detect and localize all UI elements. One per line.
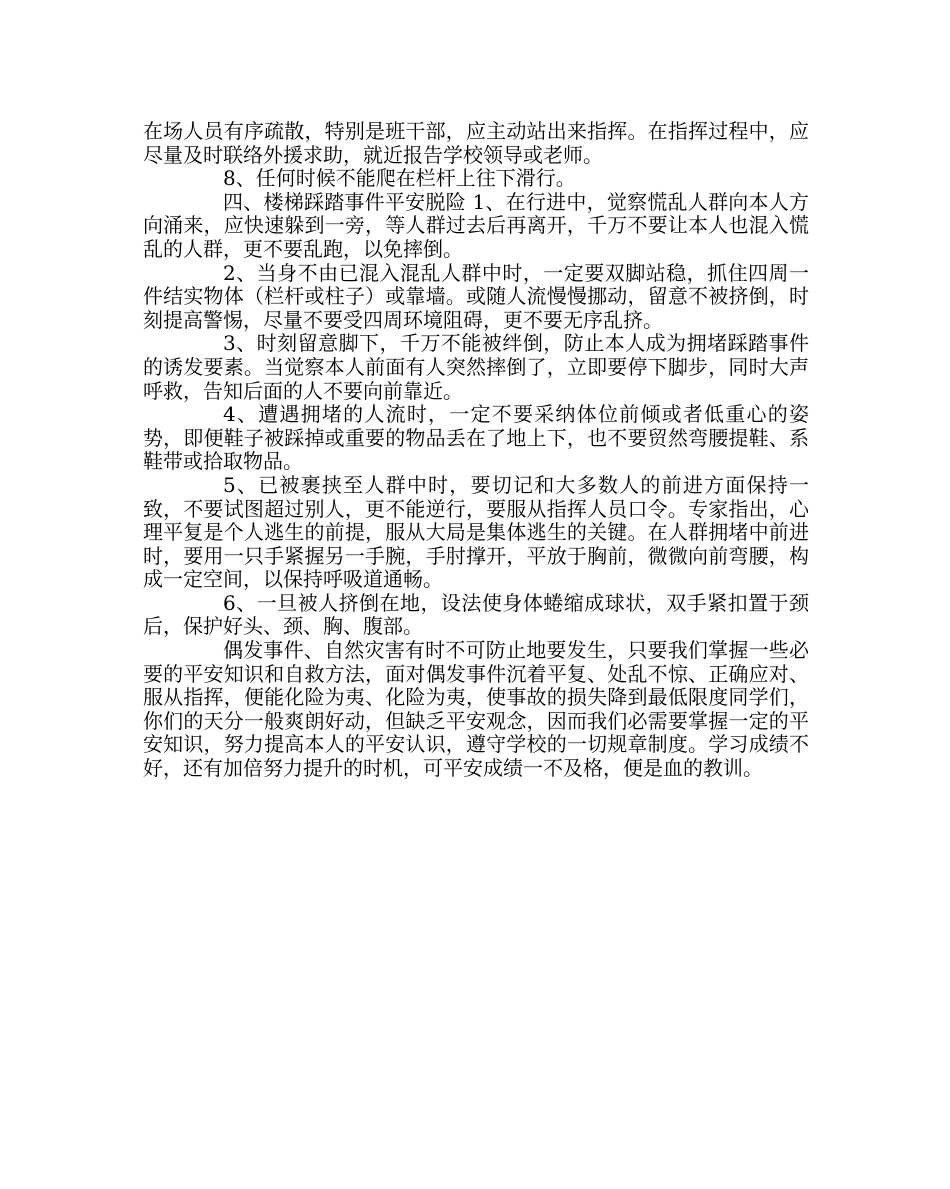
paragraph-item-8: 8、任何时候不能爬在栏杆上往下滑行。: [223, 166, 576, 191]
paragraph-section-4: 四、楼梯踩踏事件平安脱险 1、在行进中，觉察慌乱人群向本人方向涌来，应快速躲到一旁，等人群过去后再离开，千万不要让本人也混入慌乱的人群，更不要乱跑，以免摔倒。: [143, 189, 809, 261]
paragraph-item-4: 4、遭遇拥堵的人流时，一定不要采纳体位前倾或者低重心的姿势，即便鞋子被踩掉或重要的物品丢在了地上下，也不要贸然弯腰提鞋、系鞋带或拾取物品。: [143, 402, 809, 474]
paragraph-evacuation: 在场人员有序疏散，特别是班干部，应主动站出来指挥。在指挥过程中，应尽量及时联络外援求助，就近报告学校领导或老师。: [143, 119, 809, 167]
paragraph-item-5: 5、已被裹挟至人群中时，要切记和大多数人的前进方面保持一致，不要试图超过别人，更不能逆行，要服从指挥人员口令。专家指出，心理平复是个人逃生的前提，服从大局是集体逃生的关键。在人群拥堵中前进时，要用一只手紧握另一手腕，手肘撑开，平放于胸前，微微向前弯腰，构成一定空间，以保持呼吸道通畅。: [143, 472, 809, 592]
paragraph-item-2: 2、当身不由已混入混乱人群中时，一定要双脚站稳，抓住四周一件结实物体（栏杆或柱子）或靠墙。或随人流慢慢挪动，留意不被挤倒，时刻提高警惕，尽量不要受四周环境阻碍，更不要无序乱挤。: [143, 260, 809, 332]
paragraph-conclusion: 偶发事件、自然灾害有时不可防止地要发生，只要我们掌握一些必要的平安知识和自救方法，面对偶发事件沉着平复、处乱不惊、正确应对、服从指挥，便能化险为夷、化险为夷，使事故的损失降到最低限度同学们，你们的天分一般爽朗好动，但缺乏平安观念，因而我们必需要掌握一定的平安知识，努力提高本人的平安认识，遵守学校的一切规章制度。学习成绩不好，还有加倍努力提升的时机，可平安成绩一不及格，便是血的教训。: [143, 638, 809, 781]
paragraph-item-3: 3、时刻留意脚下，千万不能被绊倒，防止本人成为拥堵踩踏事件的诱发要素。当觉察本人前面有人突然摔倒了，立即要停下脚步，同时大声呼救，告知后面的人不要向前靠近。: [143, 331, 809, 403]
paragraph-item-6: 6、一旦被人挤倒在地，设法使身体蜷缩成球状，双手紧扣置于颈后，保护好头、颈、胸、腹部。: [143, 590, 809, 639]
document-body: [143, 120, 809, 781]
